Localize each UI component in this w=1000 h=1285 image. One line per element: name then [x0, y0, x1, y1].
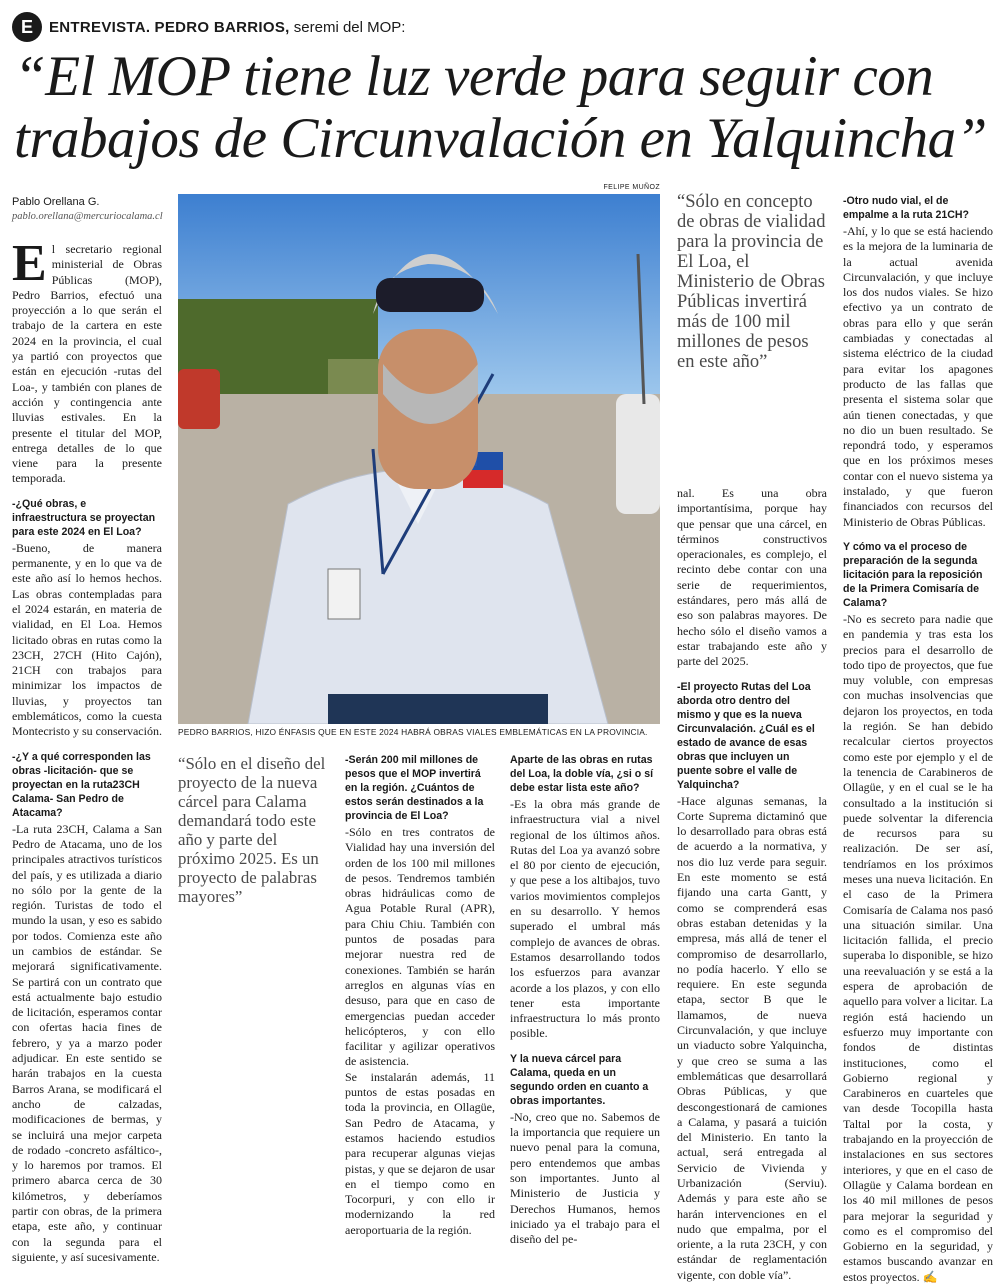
section-badge: E: [12, 12, 42, 42]
kicker-text: [49, 19, 405, 36]
answer-1: -Bueno, de manera permanente, y en lo que va de este año así lo hemos hechos. Las obras contempladas para el 2024 estarán, en materia de vialidad, en El Loa. Hemos licitado obras en rutas como la 23CH, 27CH (Hito Cajón), 21CH con trabajos para minimizar los impactos de lluvias, y proyectos tan emblemáticos, como la cuesta Montecristo y su conservación.: [12, 540, 162, 739]
answer-investment-1: -Sólo en tres contratos de Vialidad hay una inversión del orden de los 100 mil millones de pesos. Tendremos también obras hidráulicas como de Agua Potable Rural (APR), para Chiu Chiu. También con puntos de posadas para mejorar nuestra red de conexiones. También se harán arreglos en algunas vías en desuso, para que en caso de emergencias puedan acceder helicópteros, y con ello facilitar y agilizar operativos de asistencia.: [345, 825, 495, 1069]
id-badge: [328, 569, 360, 619]
photo-caption: PEDRO BARRIOS, HIZO ÉNFASIS QUE EN ESTE 2024 HABRÁ OBRAS VIALES EMBLEMÁTICAS EN LA PROVINCIA.: [178, 727, 648, 737]
answer-doble-via: -Es la obra más grande de infraestructura vial a nivel regional de los últimos años. Rutas del Loa ya avanzó sobre el 80 por ciento de ejecución, y que pese a los altibajos, tuvo varios movimientos complejos en su desarrollo. Y hemos superado el umbral más complejo de avances de obras. Estamos desarrollando todos los esfuerzos para avanzar acorde a los plazos, y con ello tener esta importante infraestructura lo más pronto posible.: [510, 797, 660, 1041]
main-photo: [178, 194, 660, 724]
answer-2: -La ruta 23CH, Calama a San Pedro de Atacama, uno de los principales atractivos turísticos del país, y es utilizada a diario no sólo por la gente de la región. Turistas de todo el mundo la usan, y eso es sabido por todos. Comienza este año un cambios de estándar. Se mejorará significativamente. Se partirá con un contrato que está actualmente bajo estudio de licitación, esperamos contar con ofertas hacia fines de febrero, y ya a marzo poder adjudicar. En este sentido se harán trabajos en la cuesta Barros Arana, se modificará el ancho de calzadas, modificaciones de bermas, y se incluirá una mejor carpeta de rodado -concreto asfáltico-, y lo haremos por tramos. El primero abarca cerca de 30 kilómetros, y deberíamos partir con obras, de la primera etapa, este año, y continuar con la segunda para el siguiente, y así sucesivamente.: [12, 821, 162, 1264]
question-carcel: Y la nueva cárcel para Calama, queda en un segundo orden en cuanto a obras importantes.: [510, 1052, 649, 1107]
photo-credit: FELIPE MUÑOZ: [603, 184, 660, 191]
answer-carcel-continued: nal. Es una obra importantísima, porque hay que pensar que una cárcel, en términos constructivos operacionales, es complejo, el recinto debe contar con una serie de requerimientos, estándares, pero más allá de eso son palabras mayores. De hecho sólo el diseño vamos a estar trabajando este año y parte del 2025.: [677, 486, 827, 669]
kicker-role: seremi del MOP:: [293, 18, 406, 36]
byline-author: Pablo Orellana G.: [12, 196, 100, 208]
kicker-section: ENTREVISTA.: [49, 18, 151, 36]
pull-quote-top: “Sólo en concepto de obras de vialidad para la provincia de El Loa, el Ministerio de Obras Públicas invertirá más de 100 mil millones de pesos en este año”: [677, 192, 826, 372]
answer-carcel: -No, creo que no. Sabemos de la importancia que requiere un nuevo penal para la comuna, pero entendemos que ambas son importantes. Junto al Ministerio de Justicia y Derechos Humanos, hemos iniciado ya el trabajo para el diseño del pe-: [510, 1109, 660, 1247]
sunglasses: [376, 278, 484, 312]
intro-paragraph: El secretario regional ministerial de Obras Públicas (MOP), Pedro Barrios, efectuó una proyección a lo que serán el trabajo de la cartera en este 2024 en la provincia, el cual ya partió con proyectos que están en ejecución -rutas del Loa-, y también con planes de acción y contingencia ante lluvias estivales. En la presente el titular del MOP, entrega detalles de lo que viene para la presente temporada.: [12, 235, 162, 486]
article-column-3: [510, 753, 660, 1247]
answer-nudo-vial: -Ahí, y lo que se está haciendo es la mejora de la luminaria de la actual avenida Circunvalación, y que incluye los dos nudos viales. Se hizo efectivo ya un contrato de obras para ello y que serán cambiadas y conectadas al sistema eléctrico de la ciudad para evitar los apagones producto de las fallas que presenta el sistema solar que aún tienen conectadas, y que no dio un buen resultado. Se repondrá todo, y esperamos que en los próximos meses contar con el nuevo sistema ya instalado, y que fueron financiados con recursos del Ministerio de Obras Públicas.: [843, 224, 993, 529]
article-column-5: [843, 194, 993, 1285]
question-nudo-vial: -Otro nudo vial, el de empalme a la ruta 21CH?: [843, 195, 969, 221]
byline: [12, 196, 172, 222]
question-comisaria: Y cómo va el proceso de preparación de la segunda licitación para la reposición de la Primera Comisaría de Calama?: [843, 540, 983, 609]
question-2: -¿Y a qué corresponden las obras -licitación- que se proyectan en la ruta23CH Calama- San Pedro de Atacama?: [12, 750, 151, 819]
red-truck: [178, 369, 220, 429]
kicker-name: PEDRO BARRIOS,: [154, 18, 290, 36]
question-doble-via: Aparte de las obras en rutas del Loa, la doble vía, ¿si o sí debe estar lista este año?: [510, 754, 654, 794]
question-investment: -Serán 200 mil millones de pesos que el MOP invertirá en la región. ¿Cuántos de estos serán destinados a la provincia de El Loa?: [345, 754, 484, 822]
article-kicker: [12, 10, 405, 44]
article-column-4: [677, 486, 827, 1283]
article-column-1: [12, 235, 162, 1265]
answer-circunvalacion: -Hace algunas semanas, la Corte Suprema dictaminó que lo desarrollado para obras está de acuerdo a la normativa, y nos dio luz verde para seguir. En este momento se está fijando una carta Gantt, y como se comprenderá esas obras estaban detenidas y la empresa, más allá de tener el compromiso de desarrollarlo, no podía hacerlo. Y ello se requiere. En este segunda etapa, sector B que le llamamos, de nueva Circunvalación, y que incluye un viaducto sobre Yalquincha, y que creo se suma a las emblemáticas que desarrollará Obras Públicas, y que descongestionará de camiones a Calama, y pasará a tuición del Ministerio. En tanto la actual, será entregada al Servicio de Vivienda y Urbanización (Serviu). Además y para este año se harán intervenciones en el nudo que empalma, por el oriente, a la ruta 23CH, y con estándar de reglamentación vigente, con doble vía”.: [677, 793, 827, 1282]
question-circunvalacion: -El proyecto Rutas del Loa aborda otro dentro del mismo y que es la nueva Circunvalación. ¿Cuál es el estado de avance de esas obras que incluyen un puente sobre el valle de Yalquincha?: [677, 680, 815, 791]
byline-email: pablo.orellana@mercuriocalama.cl: [12, 211, 163, 222]
answer-comisaria: -No es secreto para nadie que en pandemia y tras esta los precios para el desarrollo de todo tipo de proyectos, que fue muy voluble, con empresas con muchas insolvencias que dejaron los proyectos, en toda la región. Se han debido recalcular ciertos proyectos como este por ejemplo y el de la tenencia de Carabineros de Ollagüe, y en el cual se le ha consultado a la institución si puede solventar la diferencia de recursos para su realización. De ser así, tendríamos en los próximos meses una nueva licitación. En el caso de la Primera Comisaría de Calama nos pasó una situación similar. Una licitación fallida, el precio superaba lo disponible, se hizo una reevaluación y se está a la espera de aprobación de aquello para volver a licitar. La región está haciendo un esfuerzo muy importante con fondos de distintas instituciones, como el Gobierno regional y Carabineros en cuarteles que van desde Tocopilla hasta Taltal por la costa, y trabajando en la proyección de instalaciones en sus sectores interiores, y que en el caso de Ollagüe y Calama bordean en los 40 mil millones de pesos para mejorar la seguridad y como es el compromiso del Gobierno en la seguridad, y estamos buscando avanzar en estos proyectos. ✍: [843, 611, 993, 1284]
headline: “El MOP tiene luz verde para seguir con trabajos de Circunvalación en Yalquincha”: [14, 45, 987, 170]
article-column-2: [345, 753, 495, 1238]
question-1: -¿Qué obras, e infraestructura se proyectan para este 2024 en El Loa?: [12, 497, 156, 538]
pull-quote-bottom: “Sólo en el diseño del proyecto de la nueva cárcel para Calama demandará todo este año y parte del próximo 2025. Es un proyecto de palabras mayores”: [178, 754, 326, 906]
answer-investment-2: Se instalarán además, 11 puntos de estas posadas en toda la provincia, en Ollagüe, San Pedro de Atacama, y estamos haciendo estudios para recuperar algunas viejas pistas, y que se dejaron de usar en el tiempo como en Tocorpuri, y con ello ir modernizando la red aeroportuaria de la región.: [345, 1069, 495, 1237]
